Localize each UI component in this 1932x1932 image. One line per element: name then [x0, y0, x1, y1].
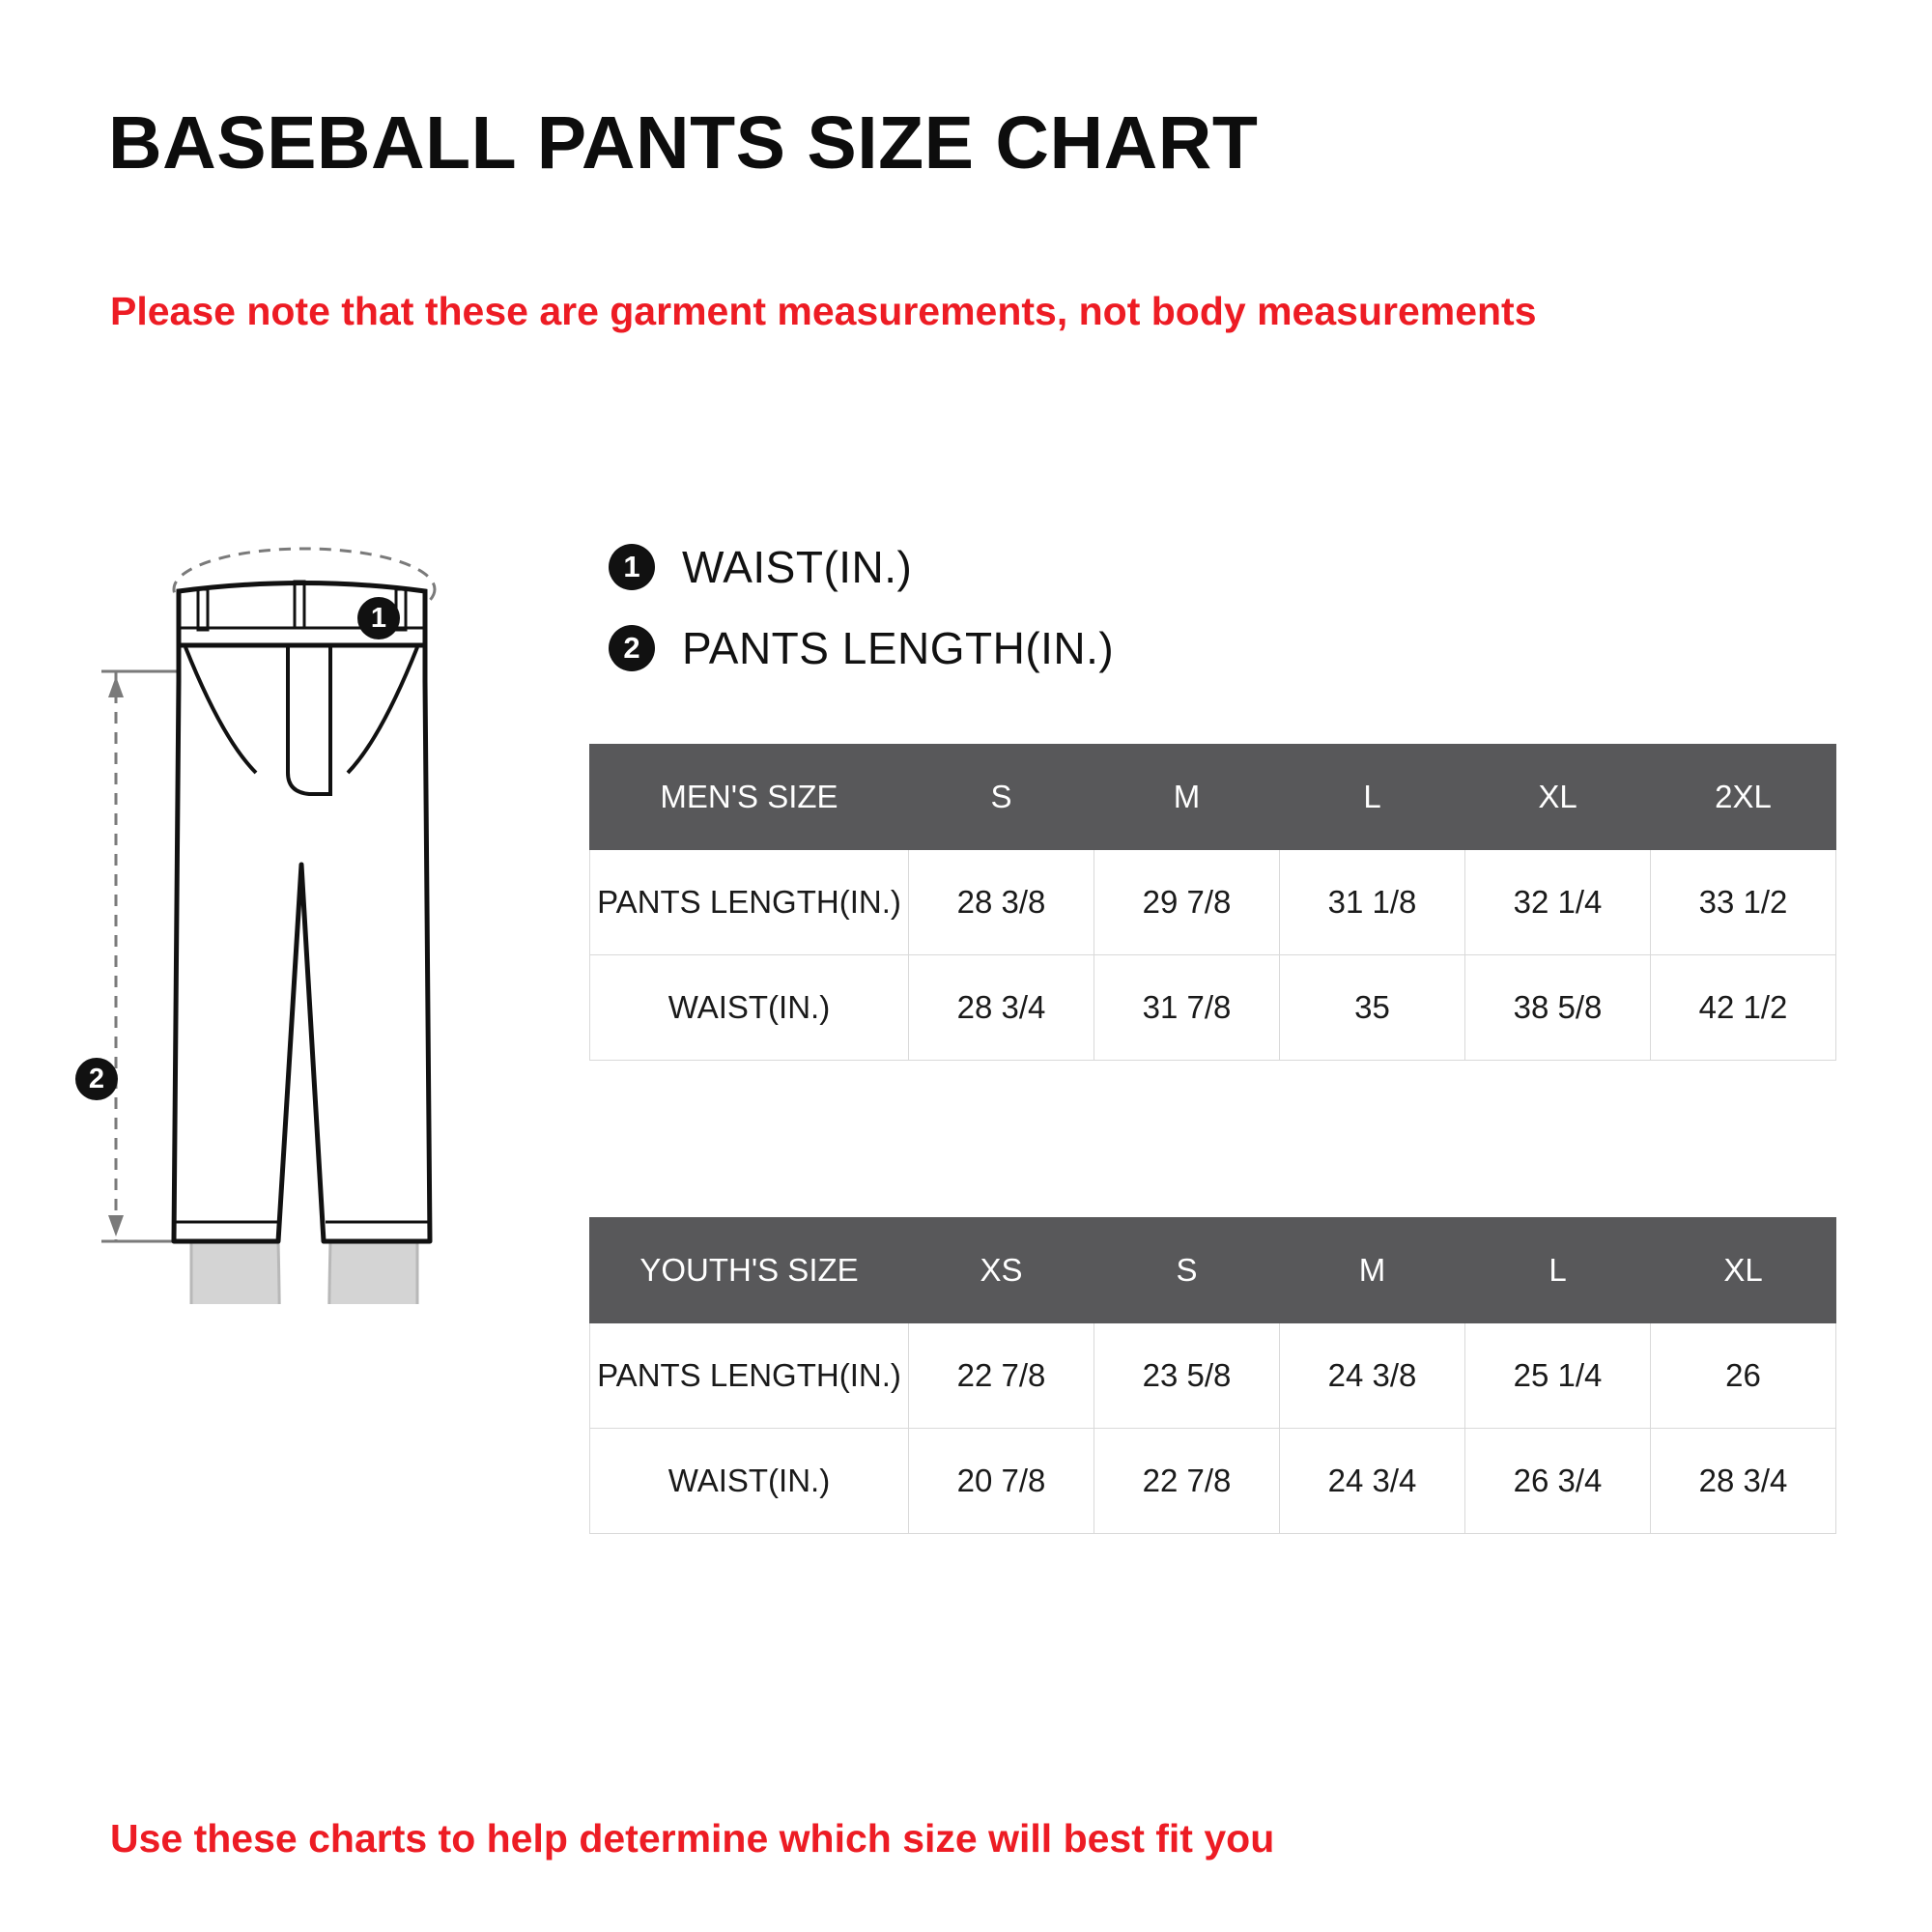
youths-col-s: S	[1094, 1218, 1280, 1323]
mens-pants-length-s: 28 3/8	[909, 850, 1094, 955]
mens-pants-length-m: 29 7/8	[1094, 850, 1280, 955]
youths-row-label-waist: WAIST(IN.)	[590, 1429, 909, 1534]
mens-col-l: L	[1280, 745, 1465, 850]
table-row	[590, 955, 1836, 1061]
youths-row-label-pants-length: PANTS LENGTH(IN.)	[590, 1323, 909, 1429]
badge-1-icon: 1	[609, 544, 655, 590]
page-title: BASEBALL PANTS SIZE CHART	[108, 101, 1259, 185]
pants-illustration	[77, 531, 580, 1304]
youths-waist-s: 22 7/8	[1094, 1429, 1280, 1534]
mens-col-m: M	[1094, 745, 1280, 850]
youths-col-xs: XS	[909, 1218, 1094, 1323]
youths-col-m: M	[1280, 1218, 1465, 1323]
table-row	[590, 1323, 1836, 1429]
marker-2-icon: 2	[75, 1058, 118, 1100]
mens-col-2xl: 2XL	[1651, 745, 1836, 850]
youths-waist-m: 24 3/4	[1280, 1429, 1465, 1534]
youths-size-header: YOUTH'S SIZE	[590, 1218, 909, 1323]
legend-label-pants-length: PANTS LENGTH(IN.)	[682, 623, 1115, 673]
youths-pants-length-s: 23 5/8	[1094, 1323, 1280, 1429]
youths-pants-length-m: 24 3/8	[1280, 1323, 1465, 1429]
mens-waist-m: 31 7/8	[1094, 955, 1280, 1061]
mens-row-label-pants-length: PANTS LENGTH(IN.)	[590, 850, 909, 955]
mens-pants-length-l: 31 1/8	[1280, 850, 1465, 955]
mens-col-xl: XL	[1465, 745, 1651, 850]
mens-size-table	[589, 744, 1836, 1061]
mens-row-label-waist: WAIST(IN.)	[590, 955, 909, 1061]
legend-item-pants-length	[609, 622, 1114, 674]
legend-label-waist: WAIST(IN.)	[682, 542, 913, 592]
youths-waist-xl: 28 3/4	[1651, 1429, 1836, 1534]
badge-2-icon: 2	[609, 625, 655, 671]
table-header-row	[590, 745, 1836, 850]
mens-pants-length-xl: 32 1/4	[1465, 850, 1651, 955]
table-header-row	[590, 1218, 1836, 1323]
youths-waist-xs: 20 7/8	[909, 1429, 1094, 1534]
legend	[609, 541, 1114, 703]
mens-waist-xl: 38 5/8	[1465, 955, 1651, 1061]
youths-pants-length-l: 25 1/4	[1465, 1323, 1651, 1429]
mens-waist-s: 28 3/4	[909, 955, 1094, 1061]
legend-item-waist	[609, 541, 1114, 593]
table-row	[590, 850, 1836, 955]
youths-col-xl: XL	[1651, 1218, 1836, 1323]
mens-size-header: MEN'S SIZE	[590, 745, 909, 850]
table-row	[590, 1429, 1836, 1534]
marker-1-icon: 1	[357, 597, 400, 639]
youths-pants-length-xl: 26	[1651, 1323, 1836, 1429]
footer-note: Use these charts to help determine which size will best fit you	[110, 1816, 1275, 1861]
youths-size-table	[589, 1217, 1836, 1534]
youths-col-l: L	[1465, 1218, 1651, 1323]
mens-waist-l: 35	[1280, 955, 1465, 1061]
youths-pants-length-xs: 22 7/8	[909, 1323, 1094, 1429]
mens-waist-2xl: 42 1/2	[1651, 955, 1836, 1061]
mens-pants-length-2xl: 33 1/2	[1651, 850, 1836, 955]
pants-diagram-svg	[77, 531, 580, 1304]
youths-waist-l: 26 3/4	[1465, 1429, 1651, 1534]
measurement-note: Please note that these are garment measurements, not body measurements	[110, 289, 1537, 333]
mens-col-s: S	[909, 745, 1094, 850]
